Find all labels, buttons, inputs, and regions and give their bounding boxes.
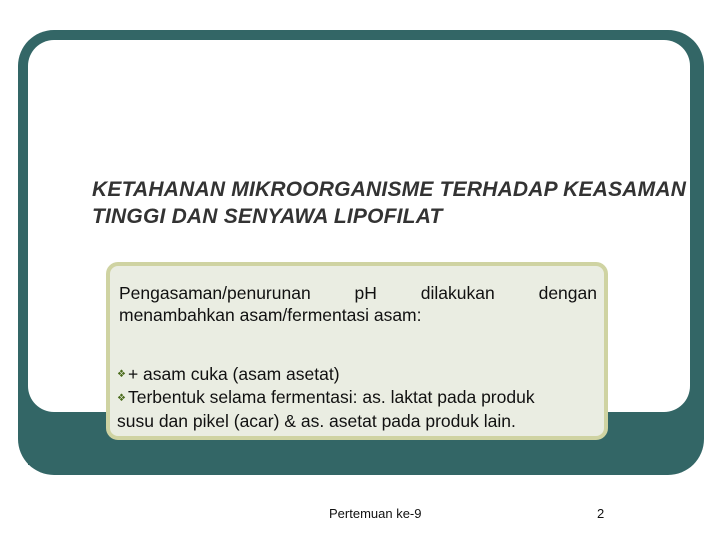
slide-title: KETAHANAN MIKROORGANISME TERHADAP KEASAMAN TINGGI DAN SENYAWA LIPOFILAT [92, 178, 687, 228]
intro-paragraph [119, 282, 597, 326]
footer-session: Pertemuan ke-9 [329, 506, 422, 521]
bullet-text: + asam cuka (asam asetat) [127, 364, 340, 384]
diamond-bullet-icon: ❖ [117, 369, 126, 381]
bullet-item [117, 363, 607, 386]
bullet-text: Terbentuk selama fermentasi: as. laktat pada produk [127, 387, 535, 408]
intro-line-1: Pengasaman/penurunan pH dilakukan dengan [119, 283, 597, 303]
diamond-bullet-icon: ❖ [117, 392, 126, 404]
intro-line-2: menambahkan asam/fermentasi asam: [119, 305, 422, 325]
bullet-list [117, 363, 607, 432]
bullet-item [117, 386, 607, 409]
page-number: 2 [597, 506, 605, 521]
bullet-continuation: susu dan pikel (acar) & as. asetat pada produk lain. [117, 410, 516, 431]
